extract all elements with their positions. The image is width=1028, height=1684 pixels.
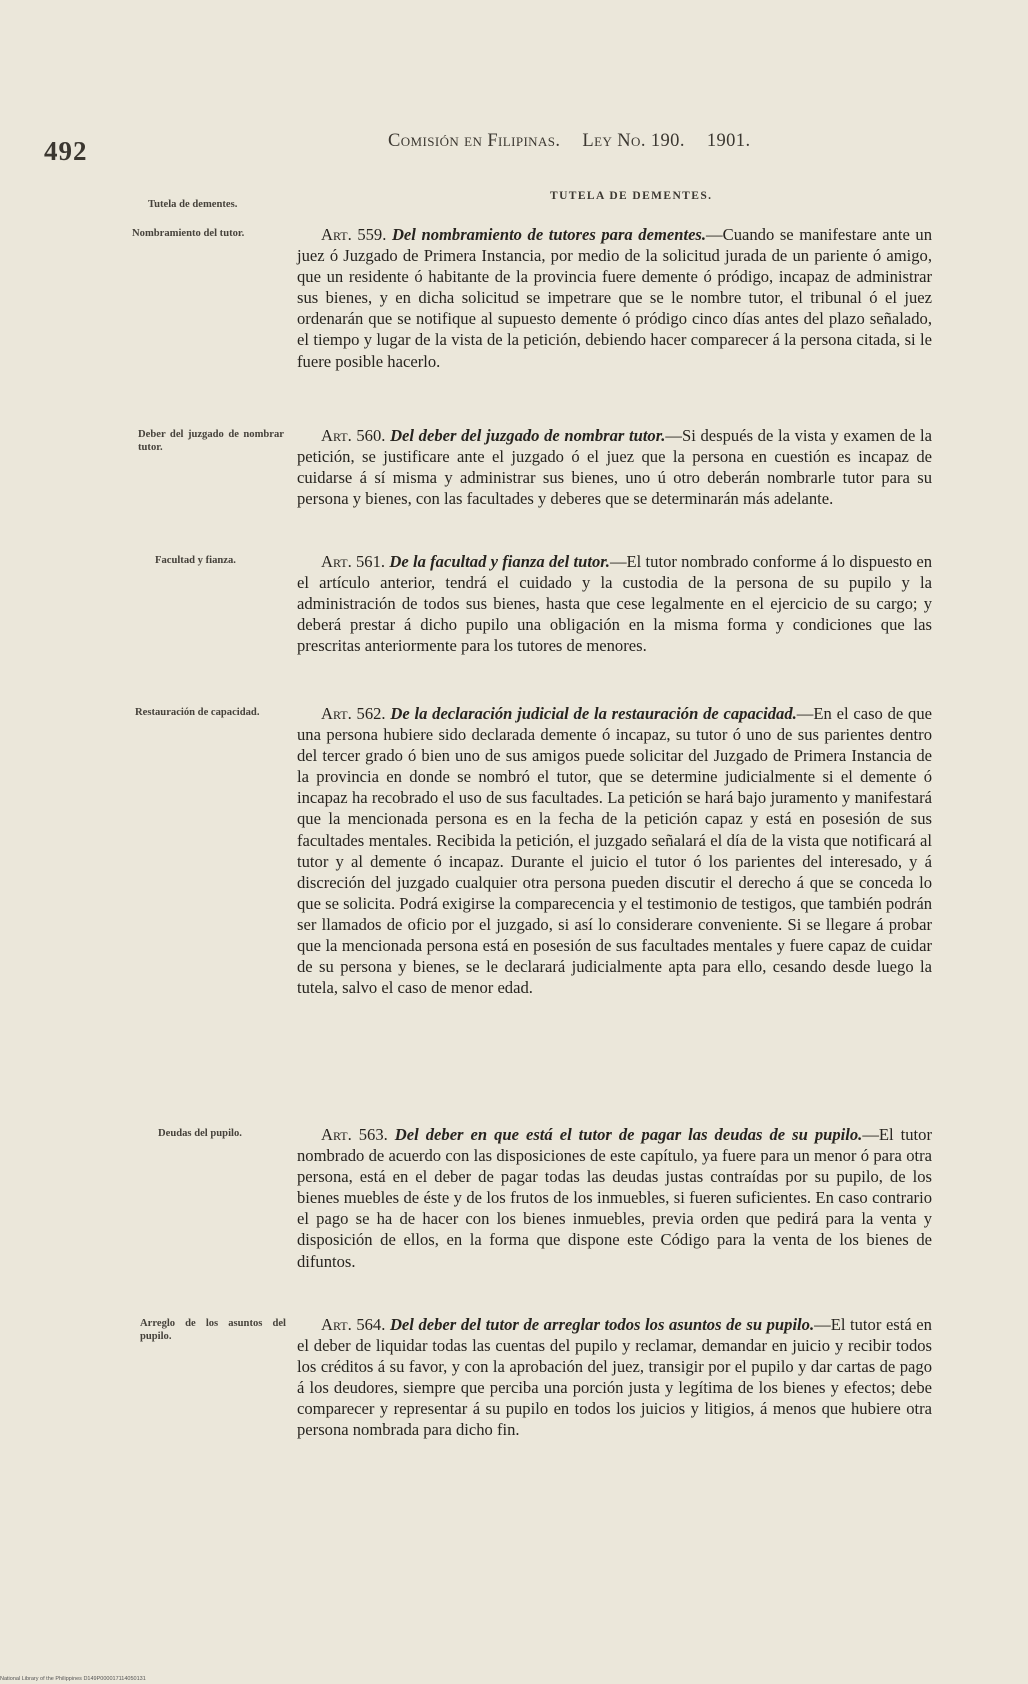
article-text: —El tutor está en el deber de liquidar todas las cuentas del pupilo y reclamar, demandar en juicio y recibir todos los créditos á su favor, y con la aprobación del juez, transigir por el pupilo y dar cartas de pago á los deudores, siempre que perciba una porción justa y legítima de los bienes y efectos; debe comparecer y representar á su pupilo en todos los juicios y litigios, á menos que hubiere otra persona nombrada para dicho fin. bbox=[297, 1315, 932, 1440]
article-text: —En el caso de que una persona hubiere sido declarada demente ó incapaz, su tutor ó uno de sus parientes dentro del tercer grado ó bien uno de sus amigos puede solicitar del Juzgado de Primera Instancia de la provincia en donde se nombró el tutor, que se determine judicialmente si el demente ó incapaz ha recobrado el uso de sus facultades. La petición se hará bajo juramento y manifestará que la mencionada persona es en la fecha de la petición capaz y está en posesión de sus facultades mentales. Recibida la petición, el juzgado señalará el día de la vista que notificará al tutor y al demente ó incapaz. Durante el juicio el tutor ó los parientes del interesado, y á discreción del juzgado cualquier otra persona pueden discutir el derecho á que se conceda lo que se solicita. Podrá exigirse la comparecencia y el testimonio de testigos, que también podrán ser llamados de oficio por el juzgado, si así lo considerare conveniente. Si se llegare á probar que la mencionada persona está en posesión de sus facultades mentales y fuere capaz de cuidar de su persona y bienes, se le declarará judicialmente apta para ello, cesando desde luego la tutela, salvo el caso de menor edad. bbox=[297, 704, 933, 998]
article-label: Art. 564. bbox=[321, 1315, 386, 1334]
running-head-commission: Comisión en Filipinas. bbox=[388, 131, 561, 151]
article-text: —El tutor nombrado conforme á lo dispuesto en el artículo anterior, tendrá el cuidado y la custodia de la persona de su pupilo y la administración de todos sus bienes, hasta que cese legalmente en el ejercicio de su cargo; y deberá prestar á dicho pupilo una obligación en la misma forma y condiciones que las prescritas anteriormente para los tutores de menores. bbox=[297, 552, 932, 656]
article-label: Art. 560. bbox=[321, 426, 386, 445]
margin-note: Deber del juzgado de nombrar tutor. bbox=[138, 429, 284, 453]
margin-note: Arreglo de los asuntos del pupilo. bbox=[140, 1318, 286, 1342]
article-title: Del deber del juzgado de nombrar tutor. bbox=[390, 426, 666, 445]
scan-footer: National Library of the Philippines D149P000017114050131 bbox=[0, 1676, 146, 1682]
article-label: Art. 563. bbox=[321, 1125, 388, 1144]
article-561 bbox=[297, 551, 932, 656]
article-label: Art. 562. bbox=[321, 704, 386, 723]
article-text: —Si después de la vista y examen de la petición, se justificare ante el juzgado ó el juez que la persona en cuestión es incapaz de cuidarse á sí misma y administrar sus bienes, uno ú otro deberán nombrarle tutor para su persona y bienes, con las facultades y deberes que se determinarán más adelante. bbox=[297, 426, 932, 509]
page-number: 492 bbox=[44, 136, 88, 166]
article-563 bbox=[297, 1124, 932, 1272]
article-title: Del deber en que está el tutor de pagar las deudas de su pupilo. bbox=[394, 1125, 863, 1144]
running-head-law: Ley No. 190. bbox=[582, 131, 685, 151]
article-title: Del deber del tutor de arreglar todos los asuntos de su pupilo. bbox=[389, 1315, 815, 1334]
article-label: Art. 559. bbox=[321, 225, 387, 244]
article-text: —Cuando se manifestare ante un juez ó Juzgado de Primera Instancia, por medio de la solicitud jurada de un pariente ó amigo, que un residente ó habitante de la provincia fuere demente ó pródigo, incapaz de administrar sus bienes, y en dicha solicitud se impetrare que se le nombre tutor, el tribunal ó el juez ordenarán que se notifique al supuesto demente ó pródigo cinco días antes del plazo señalado, el tiempo y lugar de la vista de la petición, debiendo hacer comparecer á la persona citada, si le fuere posible hacerlo. bbox=[297, 225, 932, 371]
article-559 bbox=[297, 224, 932, 372]
article-text: —El tutor nombrado de acuerdo con las disposiciones de este capítulo, ya fuere para un menor ó para otra persona, está en el deber de pagar todas las deudas justas contraídas por su pupilo, de los bienes muebles de éste y de los frutos de los inmuebles, si fueren suficientes. En caso contrario el pago se ha de hacer con los bienes inmuebles, previa orden que pedirá para la venta y disposición de ellos, en la forma que dispone este Código para la venta de los bienes de difuntos. bbox=[297, 1125, 932, 1271]
article-560 bbox=[297, 425, 932, 509]
margin-note: Deudas del pupilo. bbox=[158, 1128, 242, 1139]
article-564 bbox=[297, 1314, 932, 1441]
running-head-year: 1901. bbox=[706, 131, 751, 151]
article-562 bbox=[297, 703, 932, 998]
margin-note: Nombramiento del tutor. bbox=[132, 228, 245, 239]
margin-note: Facultad y fianza. bbox=[155, 555, 236, 566]
article-label: Art. 561. bbox=[321, 552, 386, 571]
margin-note: Tutela de dementes. bbox=[148, 199, 238, 210]
running-head bbox=[388, 131, 750, 152]
article-title: Del nombramiento de tutores para dementes. bbox=[391, 225, 707, 244]
margin-note: Restauración de capacidad. bbox=[135, 707, 260, 718]
article-title: De la declaración judicial de la restauración de capacidad. bbox=[390, 704, 797, 723]
article-title: De la facultad y fianza del tutor. bbox=[389, 552, 610, 571]
section-heading: TUTELA DE DEMENTES. bbox=[550, 190, 713, 202]
